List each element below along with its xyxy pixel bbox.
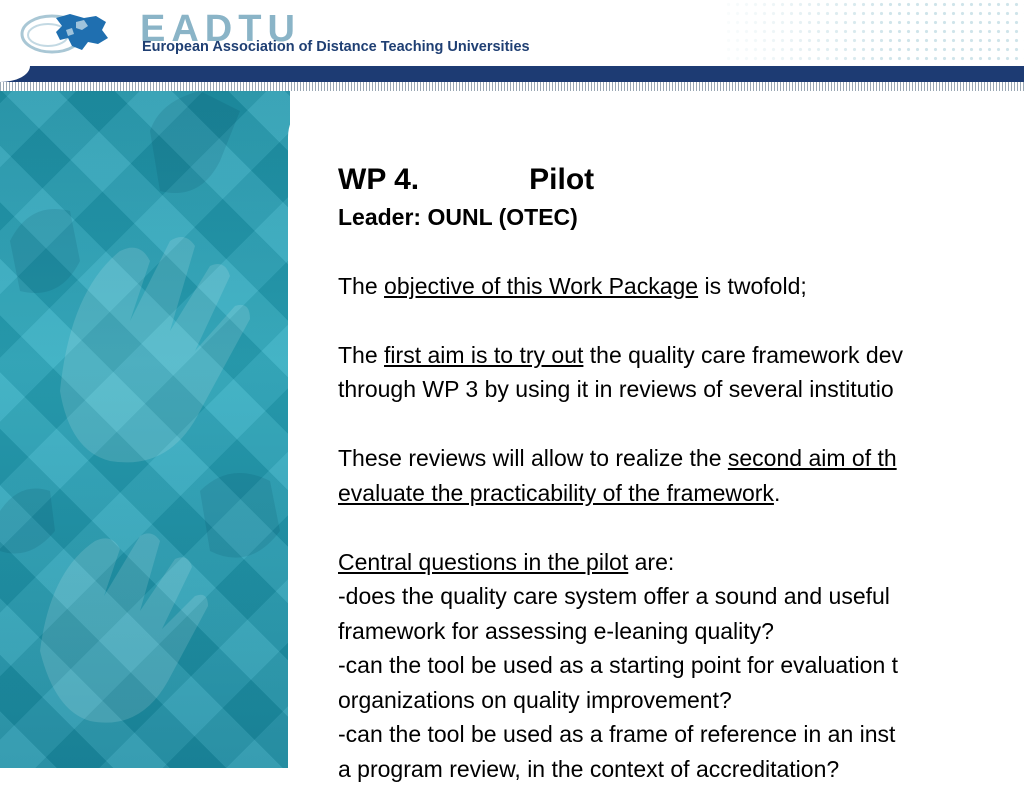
question-2-line2: organizations on quality improvement? bbox=[338, 686, 732, 713]
spacer bbox=[338, 303, 1024, 338]
slide-title bbox=[338, 160, 1024, 200]
questions-post: are: bbox=[628, 548, 675, 575]
title-pilot: Pilot bbox=[529, 163, 595, 196]
decorative-side-panel bbox=[0, 91, 290, 768]
spacer bbox=[338, 510, 1024, 545]
objective-line bbox=[338, 269, 1024, 304]
leader-line: Leader: OUNL (OTEC) bbox=[338, 204, 578, 230]
slide-content bbox=[338, 160, 1024, 786]
evaluate-period: . bbox=[773, 479, 781, 506]
divider-stripe bbox=[0, 82, 1024, 91]
evaluate-underlined: evaluate the practicability of the framework bbox=[338, 479, 774, 506]
spacer bbox=[338, 234, 1024, 269]
objective-underlined: objective of this Work Package bbox=[384, 272, 699, 299]
header-fade bbox=[704, 0, 1024, 66]
second-aim-pre: These reviews will allow to realize the bbox=[338, 445, 728, 471]
first-aim-line bbox=[338, 338, 1024, 373]
brand-subtitle: European Association of Distance Teaching Universities bbox=[142, 39, 530, 55]
first-aim-underlined: first aim is to try out bbox=[384, 341, 584, 368]
objective-post: is twofold; bbox=[698, 272, 807, 299]
objective-pre: The bbox=[338, 272, 385, 299]
question-1-line1: -does the quality care system offer a sound and useful bbox=[338, 583, 890, 609]
header bbox=[0, 0, 1024, 66]
header-bar bbox=[0, 66, 1024, 82]
questions-underlined: Central questions in the pilot bbox=[338, 548, 629, 575]
first-aim-pre: The bbox=[338, 341, 385, 368]
title-wp: WP 4. bbox=[338, 163, 420, 196]
question-2-line1: -can the tool be used as a starting point for evaluation t bbox=[338, 652, 899, 678]
brand-logo-text: EADTU bbox=[140, 8, 301, 50]
second-aim-line bbox=[338, 441, 1024, 476]
second-aim-underlined: second aim of th bbox=[727, 445, 897, 471]
questions-heading bbox=[338, 545, 1024, 580]
question-1-line2: framework for assessing e-leaning quality? bbox=[338, 617, 774, 644]
first-aim-line2: through WP 3 by using it in reviews of several institutio bbox=[338, 376, 894, 402]
europe-map-logo-icon bbox=[18, 8, 118, 56]
spacer bbox=[338, 407, 1024, 442]
second-aim-line2 bbox=[338, 476, 1024, 511]
hands-pattern-decoration bbox=[0, 91, 290, 768]
first-aim-post: the quality care framework dev bbox=[583, 341, 903, 368]
question-3-line2: a program review, in the context of accreditation? bbox=[338, 755, 840, 782]
question-3-line1: -can the tool be used as a frame of reference in an inst bbox=[338, 721, 896, 747]
